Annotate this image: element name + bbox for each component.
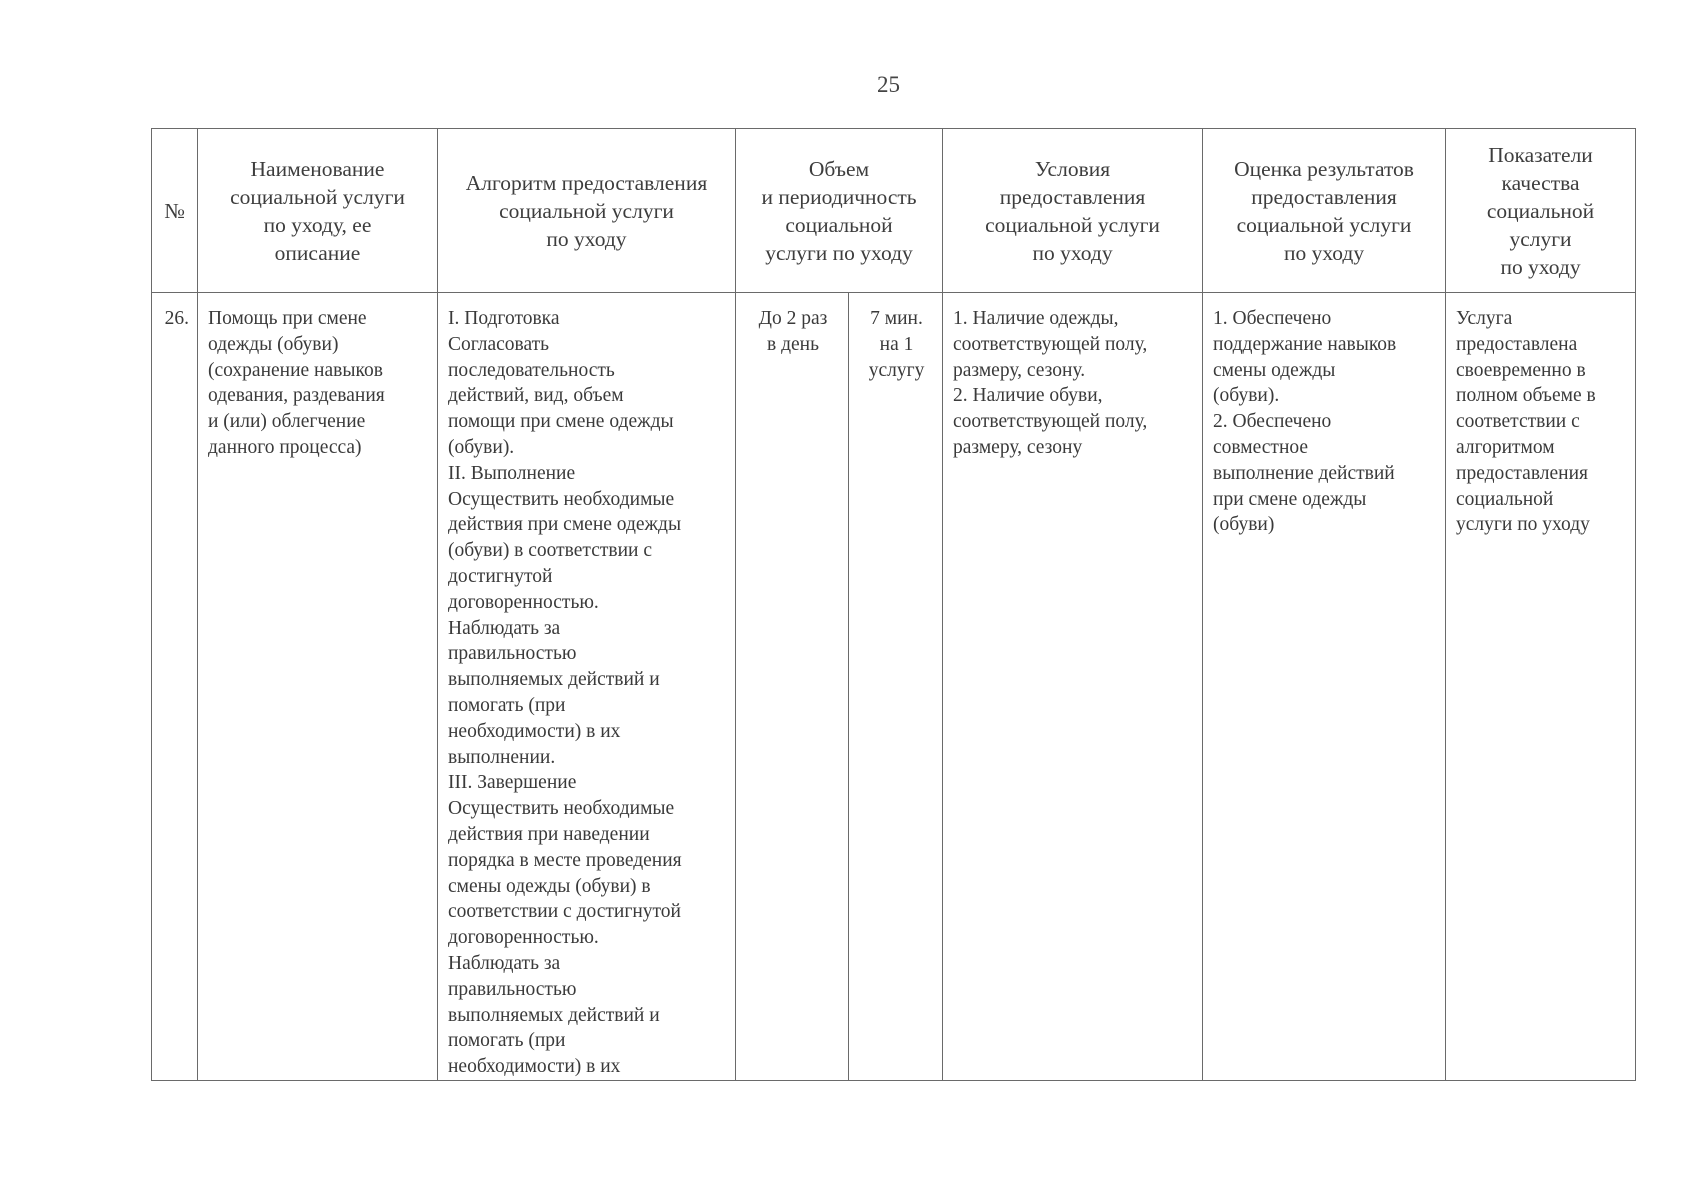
text-line: социальной услуги — [985, 212, 1160, 237]
text-line: услугу — [868, 359, 925, 381]
text-line: социальной услуги — [1236, 212, 1412, 237]
cell-duration — [849, 293, 943, 1081]
text-line: (обуви) в соответствии с — [448, 540, 652, 562]
text-line: смены одежды — [1213, 359, 1336, 381]
text-line: смены одежды (обуви) в — [448, 875, 651, 897]
header-algorithm — [438, 129, 736, 293]
cell-evaluation — [1203, 293, 1446, 1081]
text-line: соответствующей полу, — [953, 411, 1148, 433]
table-row — [152, 293, 1636, 1081]
cell-conditions — [943, 293, 1203, 1081]
text-line: выполнении. — [448, 746, 556, 768]
header-conditions — [943, 129, 1203, 293]
header-number: № — [152, 129, 198, 293]
cell-name — [198, 293, 438, 1081]
text-line: (обуви) — [1213, 514, 1275, 536]
text-line: описание — [274, 240, 361, 265]
text-line: совместное — [1213, 436, 1309, 458]
text-line: Показатели — [1488, 142, 1593, 167]
text-line: выполняемых действий и — [448, 1004, 660, 1026]
text-line: по уходу — [546, 226, 627, 251]
text-line: своевременно в — [1456, 359, 1586, 381]
text-line: Объем — [808, 156, 870, 181]
text-line: предоставлена — [1456, 333, 1578, 355]
text-line: правильностью — [448, 978, 577, 1000]
text-line: по уходу — [1500, 254, 1581, 279]
text-line: по уходу, ее — [263, 212, 372, 237]
text-line: помощи при смене одежды — [448, 411, 674, 433]
text-line: (обуви). — [1213, 385, 1280, 407]
text-line: Осуществить необходимые — [448, 488, 675, 510]
text-line: услуги — [1509, 226, 1572, 251]
text-line: Оценка результатов — [1234, 156, 1414, 181]
text-line: помогать (при — [448, 694, 566, 716]
text-line: достигнутой — [448, 565, 553, 587]
text-line: данного процесса) — [208, 436, 362, 458]
text-line: алгоритмом — [1456, 436, 1555, 458]
text-line: по уходу — [1032, 240, 1113, 265]
text-line: соответствии с достигнутой — [448, 901, 681, 923]
text-line: качества — [1501, 170, 1580, 195]
text-line: поддержание навыков — [1213, 333, 1397, 355]
text-line: социальной — [785, 212, 893, 237]
text-line: Алгоритм предоставления — [465, 170, 708, 195]
text-line: Согласовать — [448, 333, 550, 355]
text-line: социальной услуги — [230, 184, 405, 209]
text-line: одевания, раздевания — [208, 385, 385, 407]
text-line: договоренностью. — [448, 927, 599, 949]
text-line: порядка в месте проведения — [448, 849, 682, 871]
text-line: помогать (при — [448, 1030, 566, 1052]
text-line: 1. Обеспечено — [1213, 308, 1332, 329]
cell-frequency — [736, 293, 849, 1081]
text-line: соответствующей полу, — [953, 333, 1148, 355]
text-line: предоставления — [1456, 462, 1589, 484]
text-line: услуги по уходу — [765, 240, 913, 265]
header-name — [198, 129, 438, 293]
text-line: необходимости) в их — [448, 720, 621, 742]
text-line: выполняемых действий и — [448, 669, 660, 691]
text-line: полном объеме в — [1456, 385, 1596, 407]
text-line: I. Подготовка — [448, 308, 560, 329]
text-line: и (или) облегчение — [208, 411, 366, 433]
text-line: в день — [767, 333, 819, 355]
text-line: 2. Наличие обуви, — [953, 385, 1103, 407]
table-header-row — [152, 129, 1636, 293]
text-line: при смене одежды — [1213, 488, 1367, 510]
services-table — [151, 128, 1636, 1081]
text-line: одежды (обуви) — [208, 333, 339, 355]
text-line: необходимости) в их — [448, 1056, 621, 1078]
text-line: (обуви). — [448, 436, 515, 458]
text-line: Наблюдать за — [448, 617, 561, 639]
header-volume — [736, 129, 943, 293]
header-quality — [1446, 129, 1636, 293]
text-line: Помощь при смене — [208, 308, 367, 329]
cell-number: 26. — [152, 293, 198, 1081]
text-line: II. Выполнение — [448, 462, 576, 484]
cell-quality — [1446, 293, 1636, 1081]
text-line: и периодичность — [761, 184, 917, 209]
text-line: последовательность — [448, 359, 615, 381]
text-line: услуги по уходу — [1456, 514, 1590, 536]
text-line: действий, вид, объем — [448, 385, 624, 407]
text-line: договоренностью. — [448, 591, 599, 613]
text-line: 1. Наличие одежды, — [953, 308, 1119, 329]
text-line: До 2 раз — [758, 308, 828, 329]
text-line: на 1 — [879, 333, 914, 355]
text-line: 7 мин. — [870, 308, 923, 329]
text-line: Условия — [1034, 156, 1111, 181]
text-line: предоставления — [1251, 184, 1397, 209]
text-line: размеру, сезону — [953, 436, 1083, 458]
text-line: действия при смене одежды — [448, 514, 682, 536]
text-line: Осуществить необходимые — [448, 798, 675, 820]
text-line: по уходу — [1283, 240, 1365, 265]
text-line: III. Завершение — [448, 772, 577, 794]
text-line: Наблюдать за — [448, 952, 561, 974]
text-line: Услуга — [1456, 308, 1513, 329]
page-number: 25 — [877, 72, 900, 97]
header-evaluation — [1203, 129, 1446, 293]
text-line: выполнение действий — [1213, 462, 1395, 484]
text-line: предоставления — [999, 184, 1146, 209]
text-line: соответствии с — [1456, 411, 1580, 433]
text-line: социальной — [1486, 198, 1595, 223]
text-line: Наименование — [250, 156, 385, 181]
text-line: социальной — [1456, 488, 1554, 510]
text-line: правильностью — [448, 643, 577, 665]
text-line: 2. Обеспечено — [1213, 411, 1332, 433]
text-line: действия при наведении — [448, 823, 650, 845]
text-line: социальной услуги — [499, 198, 674, 223]
text-line: размеру, сезону. — [953, 359, 1086, 381]
text-line: (сохранение навыков — [208, 359, 383, 381]
cell-algorithm — [438, 293, 736, 1081]
